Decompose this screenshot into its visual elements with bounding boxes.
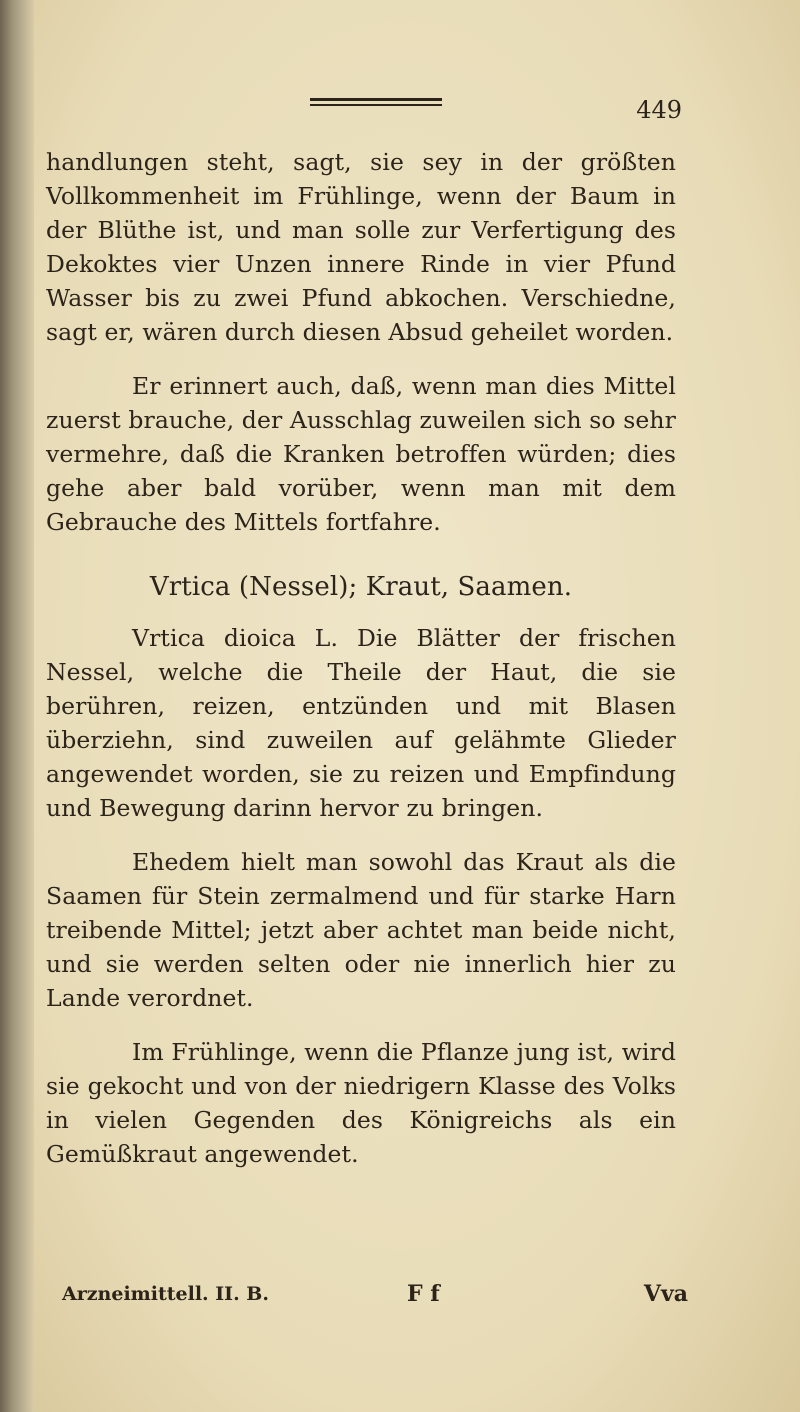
section-heading: Vrtica (Nessel); Kraut, Saamen. (149, 572, 573, 602)
body-text (46, 145, 676, 1191)
paragraph: Vrtica dioica L. Die Blätter der frischen Nessel, welche die Theile der Haut, die sie berühren, reizen, entzünden und mit Blasen überziehn, sind zuweilen auf gelähmte Glieder angewendet worden, sie zu reizen und Empfindung und Bewegung darinn hervor zu bringen. (46, 624, 676, 822)
catchword: Vva (643, 1281, 688, 1307)
paragraph-continuation: handlungen steht, sagt, sie sey in der größten Vollkommenheit im Frühlinge, wenn der Baum in der Blüthe ist, und man solle zur Verfertigung des Dekoktes vier Unzen innere Rinde in vier Pfund Wasser bis zu zwei Pfund abkochen. Verschiedne, sagt er, wären durch diesen Absud geheilet worden. (46, 148, 676, 346)
paragraph: Er erinnert auch, daß, wenn man dies Mittel zuerst brauche, der Ausschlag zuweilen sich so sehr vermehre, daß die Kranken betroffen würden; dies gehe aber bald vorüber, wenn man mit dem Gebrauche des Mittels fortfahre. (46, 372, 676, 536)
paragraph: Ehedem hielt man sowohl das Kraut als die Saamen für Stein zermalmend und für starke Harn treibende Mittel; jetzt aber achtet man beide nicht, und sie werden selten oder nie innerlich hier zu Lande verordnet. (46, 848, 676, 1012)
binding-shadow (0, 0, 34, 1412)
header-rule (310, 98, 442, 113)
signature-title: Arzneimittell. II. B. (62, 1283, 269, 1305)
signature-mark: F f (407, 1281, 440, 1307)
paragraph: Im Frühlinge, wenn die Pflanze jung ist, wird sie gekocht und von der niedrigern Klasse des Volks in vielen Gegenden des Königreichs als ein Gemüßkraut angewendet. (46, 1038, 676, 1168)
page-number: 449 (636, 96, 682, 124)
page-footer (62, 1277, 688, 1311)
